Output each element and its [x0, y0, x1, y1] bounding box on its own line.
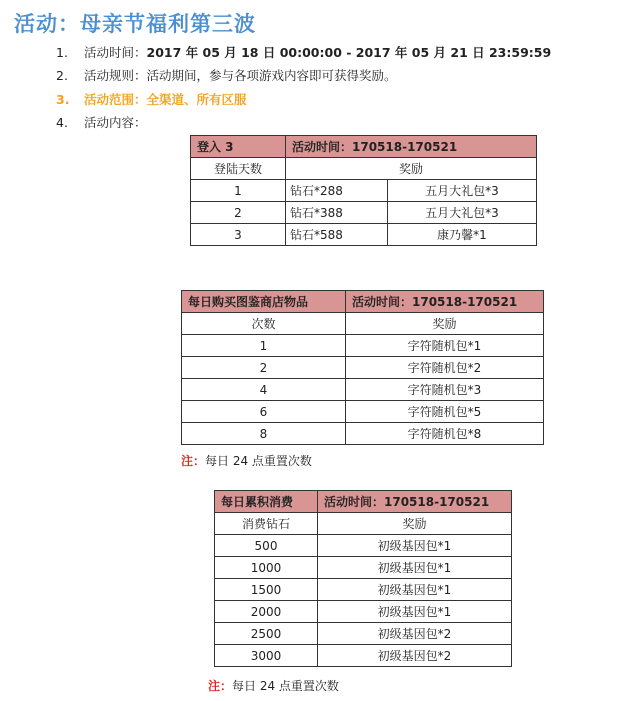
table-cell: 字符随机包*5 — [346, 401, 544, 423]
table-column-row — [215, 513, 512, 535]
table-name: 每日购买图鉴商店物品 — [182, 291, 346, 313]
table-row — [182, 423, 544, 445]
table-row — [215, 579, 512, 601]
list-item-time — [56, 44, 551, 62]
table-name: 登入 3 — [191, 136, 286, 158]
table-cell: 1 — [182, 335, 346, 357]
table-cell: 2 — [182, 357, 346, 379]
table-time: 活动时间：170518-170521 — [286, 136, 537, 158]
column-header: 消费钻石 — [215, 513, 318, 535]
table-cell: 初级基因包*2 — [318, 645, 512, 667]
table-cell: 字符随机包*1 — [346, 335, 544, 357]
page-title: 活动：母亲节福利第三波 — [14, 12, 256, 36]
table-cell: 2500 — [215, 623, 318, 645]
content-label: 活动内容： — [84, 115, 147, 130]
table-row — [191, 224, 537, 246]
list-number: 2. — [56, 68, 68, 83]
table-row — [182, 401, 544, 423]
table-cell: 字符随机包*3 — [346, 379, 544, 401]
table-cell: 3000 — [215, 645, 318, 667]
table-cell: 8 — [182, 423, 346, 445]
table-time: 活动时间：170518-170521 — [318, 491, 512, 513]
table-row — [215, 601, 512, 623]
column-header: 奖励 — [318, 513, 512, 535]
shop-purchase-table — [181, 290, 544, 445]
list-number: 4. — [56, 115, 68, 130]
table-cell: 五月大礼包*3 — [388, 180, 537, 202]
table-cell: 6 — [182, 401, 346, 423]
reset-note — [181, 452, 312, 469]
table-cell: 1000 — [215, 557, 318, 579]
table-cell: 1500 — [215, 579, 318, 601]
table-row — [191, 202, 537, 224]
daily-spend-table — [214, 490, 512, 667]
table-name: 每日累积消费 — [215, 491, 318, 513]
table-cell: 字符随机包*2 — [346, 357, 544, 379]
table-row — [182, 357, 544, 379]
table-cell: 3 — [191, 224, 286, 246]
column-header: 次数 — [182, 313, 346, 335]
table-cell: 钻石*388 — [286, 202, 388, 224]
table-cell: 1 — [191, 180, 286, 202]
table-row — [191, 180, 537, 202]
column-header: 奖励 — [286, 158, 537, 180]
table-cell: 初级基因包*2 — [318, 623, 512, 645]
note-label: 注： — [181, 454, 206, 468]
table-row — [215, 623, 512, 645]
table-row — [215, 645, 512, 667]
list-item-rules — [56, 67, 397, 85]
reset-note — [208, 677, 339, 694]
rules-value: 活动期间，参与各项游戏内容即可获得奖励。 — [146, 68, 397, 83]
table-header-row — [215, 491, 512, 513]
list-item-content — [56, 114, 147, 132]
column-header: 奖励 — [346, 313, 544, 335]
note-label: 注： — [208, 679, 233, 693]
time-label: 活动时间： — [84, 45, 147, 60]
table-header-row — [191, 136, 537, 158]
scope-value: 全渠道、所有区服 — [146, 92, 247, 107]
time-value: 2017 年 05 月 18 日 00:00:00 - 2017 年 05 月 21 日 23:59:59 — [146, 45, 552, 60]
table-cell: 康乃馨*1 — [388, 224, 537, 246]
note-text: 每日 24 点重置次数 — [205, 454, 312, 468]
table-cell: 初级基因包*1 — [318, 601, 512, 623]
rules-label: 活动规则： — [84, 68, 147, 83]
table-cell: 五月大礼包*3 — [388, 202, 537, 224]
table-row — [215, 535, 512, 557]
list-number: 1. — [56, 45, 68, 60]
table-column-row — [191, 158, 537, 180]
note-text: 每日 24 点重置次数 — [232, 679, 339, 693]
table-cell: 字符随机包*8 — [346, 423, 544, 445]
table-header-row — [182, 291, 544, 313]
scope-label: 活动范围： — [84, 92, 147, 107]
table-row — [182, 335, 544, 357]
table-cell: 钻石*288 — [286, 180, 388, 202]
table-cell: 初级基因包*1 — [318, 579, 512, 601]
table-column-row — [182, 313, 544, 335]
login-reward-table — [190, 135, 537, 246]
table-cell: 4 — [182, 379, 346, 401]
table-cell: 钻石*588 — [286, 224, 388, 246]
list-item-scope — [56, 91, 247, 109]
table-cell: 2 — [191, 202, 286, 224]
table-cell: 2000 — [215, 601, 318, 623]
table-cell: 500 — [215, 535, 318, 557]
table-row — [182, 379, 544, 401]
list-number: 3. — [56, 92, 70, 107]
table-cell: 初级基因包*1 — [318, 535, 512, 557]
column-header: 登陆天数 — [191, 158, 286, 180]
table-time: 活动时间：170518-170521 — [346, 291, 544, 313]
table-row — [215, 557, 512, 579]
table-cell: 初级基因包*1 — [318, 557, 512, 579]
